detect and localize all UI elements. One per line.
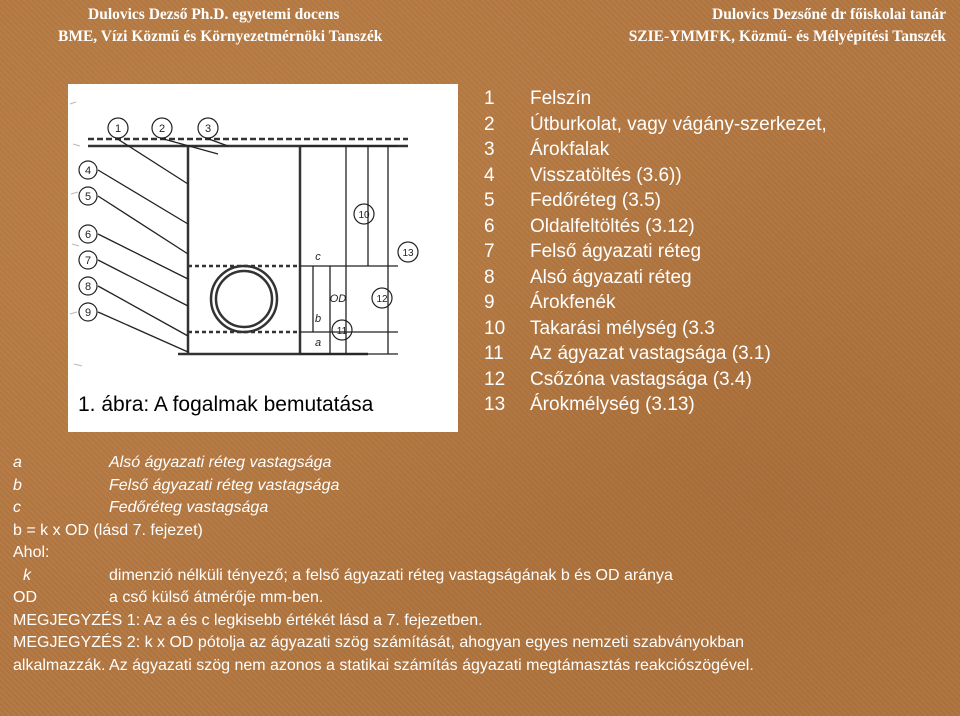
legend-text: Árokfalak (530, 139, 610, 160)
def-a (13, 452, 948, 475)
legend-text: Útburkolat, vagy vágány-szerkezet, (530, 113, 827, 135)
legend-number: 13 (484, 394, 506, 415)
callout-10-label: 10 (358, 210, 370, 221)
note-2-line-1: MEGJEGYZÉS 2: k x OD pótolja az ágyazati szög számítását, ahogyan egyes nemzeti szabványokban (13, 634, 745, 651)
callout-7-label: 7 (84, 255, 92, 267)
legend-item (484, 214, 827, 240)
legend-number: 5 (484, 190, 495, 211)
callout-6-label: 6 (84, 229, 92, 241)
legend-number: 6 (484, 215, 495, 237)
def-od (13, 587, 948, 610)
def-k (13, 565, 948, 588)
callout-8-label: 8 (84, 281, 92, 293)
legend-number: 8 (484, 266, 495, 288)
legend-text: Fedőréteg (3.5) (530, 190, 661, 211)
callout-12-label: 12 (376, 294, 388, 305)
dim-label-c: c (315, 251, 321, 263)
legend-text: Alsó ágyazati réteg (530, 266, 692, 288)
legend-item (484, 86, 827, 112)
legend-item (484, 367, 827, 393)
formula-line: b = k x OD (lásd 7. fejezet) (13, 521, 203, 539)
legend-item (484, 112, 827, 138)
callout-3-label: 3 (204, 123, 212, 135)
def-k-text: dimenzió nélküli tényező; a felső ágyazati réteg vastagságának b és OD aránya (109, 566, 673, 584)
legend-item (484, 265, 827, 291)
def-a-key: a (13, 454, 22, 471)
def-b (13, 475, 948, 498)
legend-item (484, 188, 827, 214)
header-left-line2: BME, Vízi Közmű és Környezetmérnöki Tanszék (58, 28, 383, 45)
legend-item (484, 392, 827, 418)
callout-2-label: 2 (158, 123, 166, 135)
legend-item (484, 163, 827, 189)
figure-caption: 1. ábra: A fogalmak bemutatása (78, 393, 374, 416)
legend-item (484, 290, 827, 316)
callout-5-label: 5 (84, 191, 92, 203)
legend-text: Árokfenék (530, 292, 616, 313)
dim-label-a: a (314, 337, 322, 349)
def-b-text: Felső ágyazati réteg vastagsága (109, 476, 340, 494)
header-right-line1: Dulovics Dezsőné dr főiskolai tanár (712, 6, 946, 23)
def-a-text: Alsó ágyazati réteg vastagsága (109, 454, 332, 471)
legend-number: 4 (484, 164, 495, 186)
def-c-text: Fedőréteg vastagsága (109, 499, 269, 516)
def-c-key: c (13, 499, 21, 516)
def-od-key: OD (13, 589, 37, 606)
callout-9-label: 9 (84, 307, 92, 319)
legend-number: 3 (484, 139, 495, 160)
legend-text: Árokmélység (3.13) (530, 394, 695, 415)
note-2-line-2: alkalmazzák. Az ágyazati szög nem azonos a statikai számítás ágyazati megtámasztás reakciószögével. (13, 656, 754, 674)
notes-block (13, 452, 948, 677)
header-right (629, 4, 946, 48)
header-right-line2: SZIE-YMMFK, Közmű- és Mélyépítési Tanszék (628, 28, 946, 45)
ahol-line: Ahol: (13, 544, 50, 561)
legend-text: Felső ágyazati réteg (530, 241, 702, 262)
legend-item (484, 137, 827, 163)
legend-number: 7 (484, 241, 495, 262)
legend-text: Csőzóna vastagsága (3.4) (530, 368, 752, 390)
callout-11-label: 11 (336, 326, 348, 337)
legend-number: 10 (484, 317, 506, 339)
callout-13-label: 13 (402, 248, 414, 259)
callout-4-label: 4 (84, 165, 92, 177)
def-k-key: k (23, 566, 31, 584)
dim-label-od: OD (329, 293, 347, 305)
note-1: MEGJEGYZÉS 1: Az a és c legkisebb értékét lásd a 7. fejezetben. (13, 611, 483, 629)
trench-figure (68, 84, 458, 432)
legend-item (484, 239, 827, 265)
legend-number: 9 (484, 292, 495, 313)
legend-text: Oldalfeltöltés (3.12) (530, 215, 695, 237)
def-b-key: b (13, 476, 22, 494)
legend-number: 2 (484, 113, 495, 135)
legend-number: 12 (484, 368, 506, 390)
legend-text: Visszatöltés (3.6)) (530, 164, 682, 186)
header-left-line1: Dulovics Dezső Ph.D. egyetemi docens (88, 6, 340, 23)
legend-number: 1 (484, 88, 495, 109)
legend-text: Felszín (530, 88, 592, 109)
legend-list (484, 86, 827, 418)
dim-label-b: b (314, 313, 322, 325)
trench-drawing (68, 84, 458, 432)
def-od-text: a cső külső átmérője mm-ben. (109, 589, 324, 606)
def-c (13, 497, 948, 520)
legend-text: Takarási mélység (3.3 (530, 317, 715, 339)
legend-item (484, 341, 827, 367)
legend-text: Az ágyazat vastagsága (3.1) (530, 343, 771, 364)
callout-1-label: 1 (114, 123, 122, 135)
legend-item (484, 316, 827, 342)
header-left (58, 4, 382, 48)
legend-number: 11 (484, 343, 504, 364)
